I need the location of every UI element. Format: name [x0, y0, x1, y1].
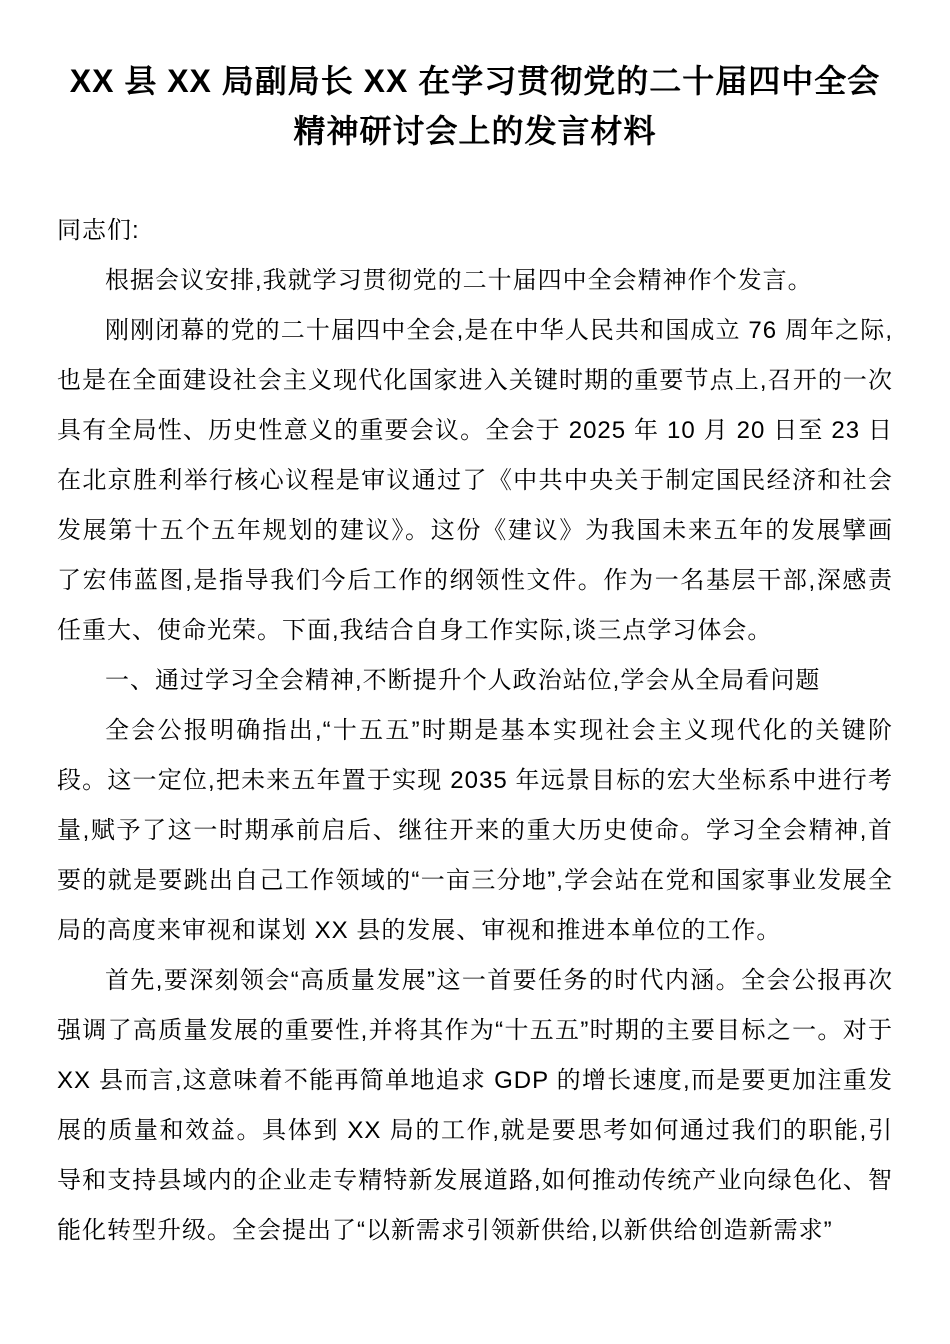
section-heading-one: 一、通过学习全会精神,不断提升个人政治站位,学会从全局看问题	[105, 667, 821, 694]
paragraph-opening: 根据会议安排,我就学习贯彻党的二十届四中全会精神作个发言。	[105, 267, 813, 294]
salutation: 同志们:	[57, 217, 140, 244]
document-title: XX 县 XX 局副局长 XX 在学习贯彻党的二十届四中全会精神研讨会上的发言材料	[69, 63, 881, 149]
paragraph-communique: 全会公报明确指出,“十五五”时期是基本实现社会主义现代化的关键阶段。这一定位,把未来五年置于实现 2035 年远景目标的宏大坐标系中进行考量,赋予了这一时期承前启后、继往开来的重大历史使命。学习全会精神,首要的就是要跳出自己工作领域的“一亩三分地”,学会站在党和国家事业发展全局的高度来审视和谋划 XX 县的发展、审视和推进本单位的工作。	[57, 717, 893, 944]
paragraph-high-quality-development: 首先,要深刻领会“高质量发展”这一首要任务的时代内涵。全会公报再次强调了高质量发展的重要性,并将其作为“十五五”时期的主要目标之一。对于 XX 县而言,这意味着不能再简单地追求 GDP 的增长速度,而是要更加注重发展的质量和效益。具体到 XX 局的工作,就是要思考如何通过我们的职能,引导和支持县域内的企业走专精特新发展道路,如何推动传统产业向绿色化、智能化转型升级。全会提出了“以新需求引领新供给,以新供给创造新需求”	[57, 967, 893, 1244]
paragraph-plenum-overview: 刚刚闭幕的党的二十届四中全会,是在中华人民共和国成立 76 周年之际,也是在全面建设社会主义现代化国家进入关键时期的重要节点上,召开的一次具有全局性、历史性意义的重要会议。全会于 2025 年 10 月 20 日至 23 日在北京胜利举行核心议程是审议通过了《中共中央关于制定国民经济和社会发展第十五个五年规划的建议》。这份《建议》为我国未来五年的发展擘画了宏伟蓝图,是指导我们今后工作的纲领性文件。作为一名基层干部,深感责任重大、使命光荣。下面,我结合自身工作实际,谈三点学习体会。	[57, 317, 893, 644]
